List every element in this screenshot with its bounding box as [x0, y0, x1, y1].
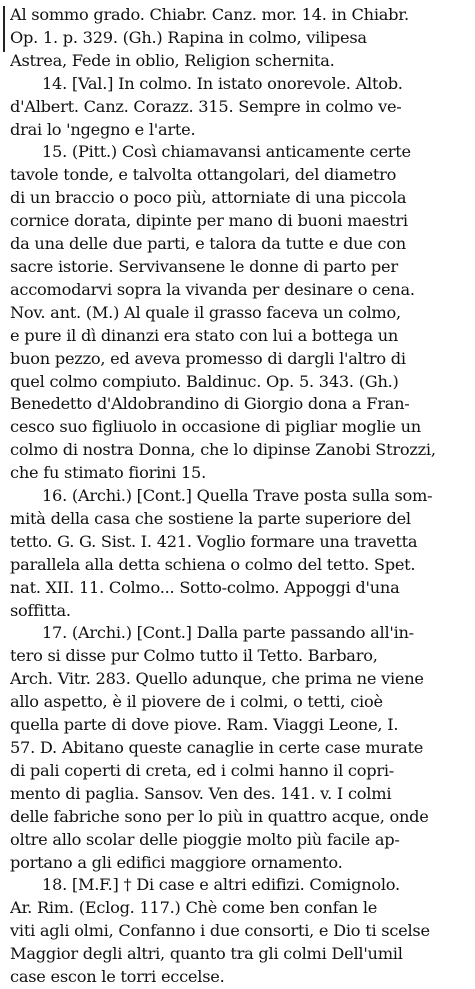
text-line: parallela alla detta schiena o colmo del tetto. Spet.	[10, 554, 416, 574]
left-margin-rule	[3, 6, 5, 52]
text-line: Al sommo grado. Chiabr. Canz. mor. 14. in Chiabr.	[10, 5, 409, 24]
text-line: che fu stimato fiorini 15.	[10, 463, 206, 483]
text-line: cornice dorata, dipinte per mano di buoni maestri	[10, 211, 408, 231]
text-line: tero si disse pur Colmo tutto il Tetto. Barbaro,	[10, 646, 378, 666]
text-line: Maggior degli altri, quanto tra gli colmi Dell'umil	[10, 944, 403, 964]
text-line: allo aspetto, è il piovere de i colmi, o tetti, cioè	[10, 692, 383, 712]
text-line: delle fabriche sono per lo più in quattro acque, onde	[10, 806, 429, 826]
text-line: Nov. ant. (M.) Al quale il grasso faceva un colmo,	[10, 302, 401, 322]
text-line: accomodarvi sopra la vivanda per desinare o cena.	[10, 279, 415, 299]
text-line: Benedetto d'Aldobrandino di Giorgio dona a Fran-	[10, 394, 410, 414]
text-line: 16. (Archi.) [Cont.] Quella Trave posta sulla som-	[42, 486, 433, 506]
sense-paragraph	[10, 73, 469, 142]
text-line: colmo di nostra Donna, che lo dipinse Zanobi Strozzi,	[10, 440, 436, 460]
sense-paragraph	[10, 485, 469, 622]
text-line: 57. D. Abitano queste canaglie in certe case murate	[10, 738, 424, 757]
text-line: buon pezzo, ed aveva promesso di dargli l'altro di	[10, 348, 406, 368]
text-line: di pali coperti di creta, ed i colmi hanno il copri-	[10, 760, 394, 780]
text-line: mento di paglia. Sansov. Ven des. 141. v. I colmi	[10, 783, 392, 803]
text-line: quel colmo compiuto. Baldinuc. Op. 5. 343. (Gh.)	[10, 371, 399, 391]
text-line: Astrea, Fede in oblio, Religion schernita.	[10, 50, 335, 70]
text-line: case escon le torri eccelse.	[10, 967, 225, 987]
text-line: 18. [M.F.] † Di case e altri edifizi. Comignolo.	[42, 875, 400, 895]
text-line: drai lo 'ngegno e l'arte.	[10, 119, 196, 139]
text-line: quella parte di dove piove. Ram. Viaggi Leone, I.	[10, 715, 399, 735]
text-line: e pure il dì dinanzi era stato con lui a bottega un	[10, 325, 399, 345]
sense-paragraph	[10, 874, 469, 989]
text-line: nat. XII. 11. Colmo... Sotto-colmo. Appoggi d'una	[10, 577, 400, 597]
text-line: 14. [Val.] In colmo. In istato onorevole. Altob.	[42, 73, 403, 93]
text-line: tetto. G. G. Sist. I. 421. Voglio formare una travetta	[10, 531, 418, 551]
text-line: d'Albert. Canz. Corazz. 315. Sempre in colmo ve-	[10, 96, 402, 116]
text-line: 15. (Pitt.) Così chiamavansi anticamente certe	[42, 142, 411, 162]
text-line: portano a gli edifici maggiore ornamento.	[10, 852, 343, 872]
text-line: mità della casa che sostiene la parte superiore del	[10, 508, 411, 528]
text-line: Op. 1. p. 329. (Gh.) Rapina in colmo, vilipesa	[10, 27, 367, 47]
text-line: tavole tonde, e talvolta ottangolari, del diametro	[10, 165, 397, 185]
text-line: da una delle due parti, e talora da tutte e due con	[10, 234, 406, 254]
text-line: soffitta.	[10, 600, 71, 620]
text-line: Arch. Vitr. 283. Quello adunque, che prima ne viene	[10, 669, 424, 689]
text-line: cesco suo figliuolo in occasione di pigliar moglie un	[10, 417, 421, 437]
text-line: Ar. Rim. (Eclog. 117.) Chè come ben confan le	[10, 898, 378, 918]
sense-paragraph	[10, 622, 469, 874]
entry-text	[10, 4, 469, 989]
text-line: sacre istorie. Servivansene le donne di parto per	[10, 256, 398, 276]
sense-paragraph	[10, 4, 469, 73]
text-line: oltre allo scolar delle pioggie molto più facile ap-	[10, 829, 400, 849]
sense-paragraph	[10, 141, 469, 485]
text-line: di un braccio o poco più, attorniate di una piccola	[10, 188, 407, 208]
text-line: viti agli olmi, Confanno i due consorti, e Dio ti scelse	[10, 921, 430, 941]
text-line: 17. (Archi.) [Cont.] Dalla parte passando all'in-	[42, 623, 414, 643]
